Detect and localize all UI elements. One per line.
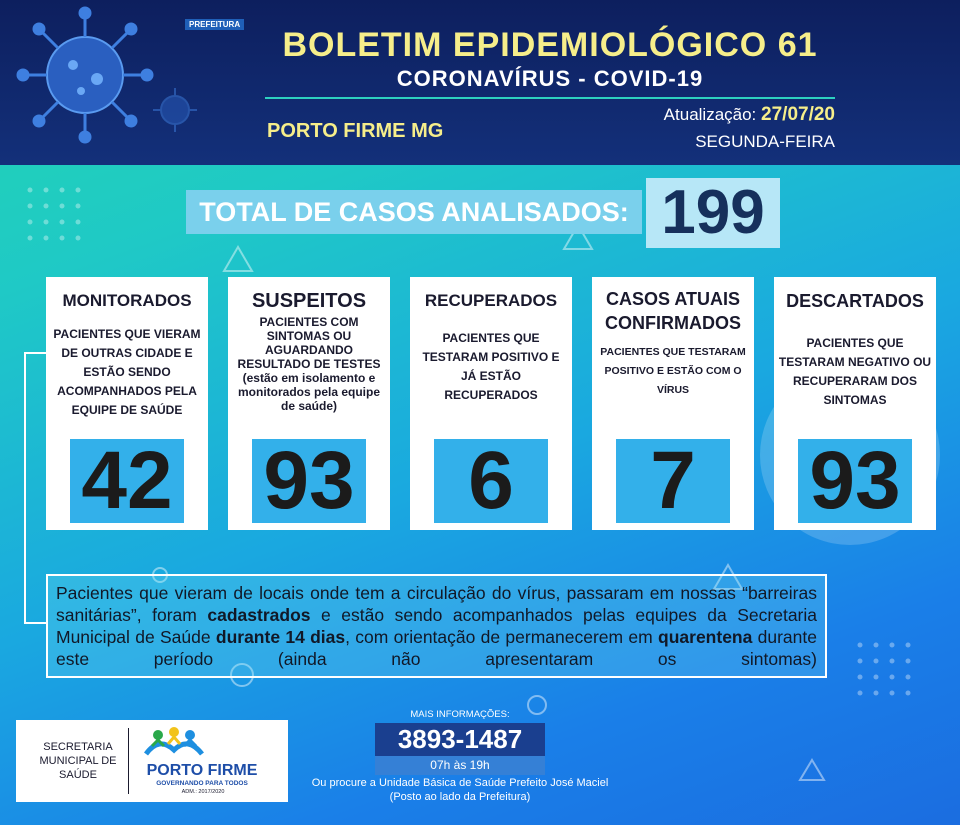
header-banner (0, 0, 960, 165)
department-name: SECRETARIA MUNICIPAL DE SAÚDE (39, 741, 117, 781)
card-value: 6 (434, 439, 548, 523)
note-text-2: e estão sendo acompanhados pelas equipes da Secretaria Municipal de Saúde (56, 605, 818, 647)
card-description: PACIENTES QUE TESTARAM POSITIVO E JÁ ESTÃO RECUPERADOS (422, 331, 560, 402)
coronavirus-icon (15, 5, 155, 145)
note-text-4: durante este período (ainda não apresentaram os sintomas) (56, 627, 817, 669)
logo-slogan: GOVERNANDO PARA TODOS (156, 780, 248, 787)
card-title: DESCARTADOS (786, 291, 924, 311)
opening-hours: 07h às 19h (375, 756, 545, 775)
card-descartados (774, 277, 936, 530)
note-bold-1: cadastrados (207, 605, 311, 625)
porto-firme-logo-icon (144, 726, 204, 762)
card-title: CASOS ATUAIS CONFIRMADOS (605, 289, 741, 333)
note-bold-3: quarentena (658, 627, 753, 647)
update-date: 27/07/20 (761, 104, 835, 125)
card-monitorados (46, 277, 208, 530)
card-title: RECUPERADOS (424, 291, 558, 310)
card-value: 93 (798, 439, 912, 523)
monitoring-note (46, 574, 827, 678)
card-value: 42 (70, 439, 184, 523)
card-value: 7 (616, 439, 730, 523)
note-text-3: , com orientação de permanecerem em (345, 627, 659, 647)
card-description: PACIENTES QUE TESTARAM POSITIVO E ESTÃO COM O VÍRUS (600, 346, 746, 396)
note-text-1: Pacientes que vieram de locais onde tem a circulação do vírus, passaram em nossas “barreiras sanitárias”, foram (56, 583, 817, 625)
logo-name: PORTO FIRME (146, 762, 258, 779)
total-cases-value: 199 (646, 178, 780, 248)
bulletin-title: BOLETIM EPIDEMIOLÓGICO 61 (282, 26, 818, 64)
card-description: PACIENTES QUE TESTARAM NEGATIVO OU RECUPERARAM DOS SINTOMAS (778, 336, 932, 407)
more-info-label: MAIS INFORMAÇÕES: (410, 709, 510, 720)
update-info (664, 104, 835, 126)
card-title: MONITORADOS (62, 291, 192, 310)
card-value: 93 (252, 439, 366, 523)
header-divider (265, 97, 835, 99)
phone-number: 3893-1487 (375, 723, 545, 756)
note-bold-2: durante 14 dias (215, 627, 346, 647)
logo-adm: ADM.: 2017/2020 (181, 789, 225, 795)
total-cases-label: TOTAL DE CASOS ANALISADOS: (186, 190, 642, 234)
card-description: PACIENTES QUE VIERAM DE OUTRAS CIDADE E ESTÃO SENDO ACOMPANHADOS PELA EQUIPE DE SAÚDE (53, 327, 201, 417)
card-recuperados (410, 277, 572, 530)
health-unit-info: Ou procure a Unidade Básica de Saúde Prefeito José Maciel (Posto ao lado da Prefeitura) (311, 777, 609, 803)
update-label: Atualização: (663, 105, 757, 124)
bulletin-subtitle: CORONAVÍRUS - COVID-19 (396, 66, 704, 91)
card-suspeitos (228, 277, 390, 530)
card-title: SUSPEITOS (251, 290, 367, 312)
connector-bracket (24, 352, 46, 624)
card-description: PACIENTES COM SINTOMAS OU AGUARDANDO RESULTADO DE TESTES (estão em isolamento e monitorados pela equipe de saúde) (237, 315, 381, 413)
logo-prefix: PREFEITURA (185, 19, 244, 30)
weekday: SEGUNDA-FEIRA (695, 132, 835, 151)
footer-divider (128, 728, 129, 794)
coronavirus-small-icon (150, 85, 200, 135)
card-casos-confirmados (592, 277, 754, 530)
city-name: PORTO FIRME MG (267, 120, 444, 142)
